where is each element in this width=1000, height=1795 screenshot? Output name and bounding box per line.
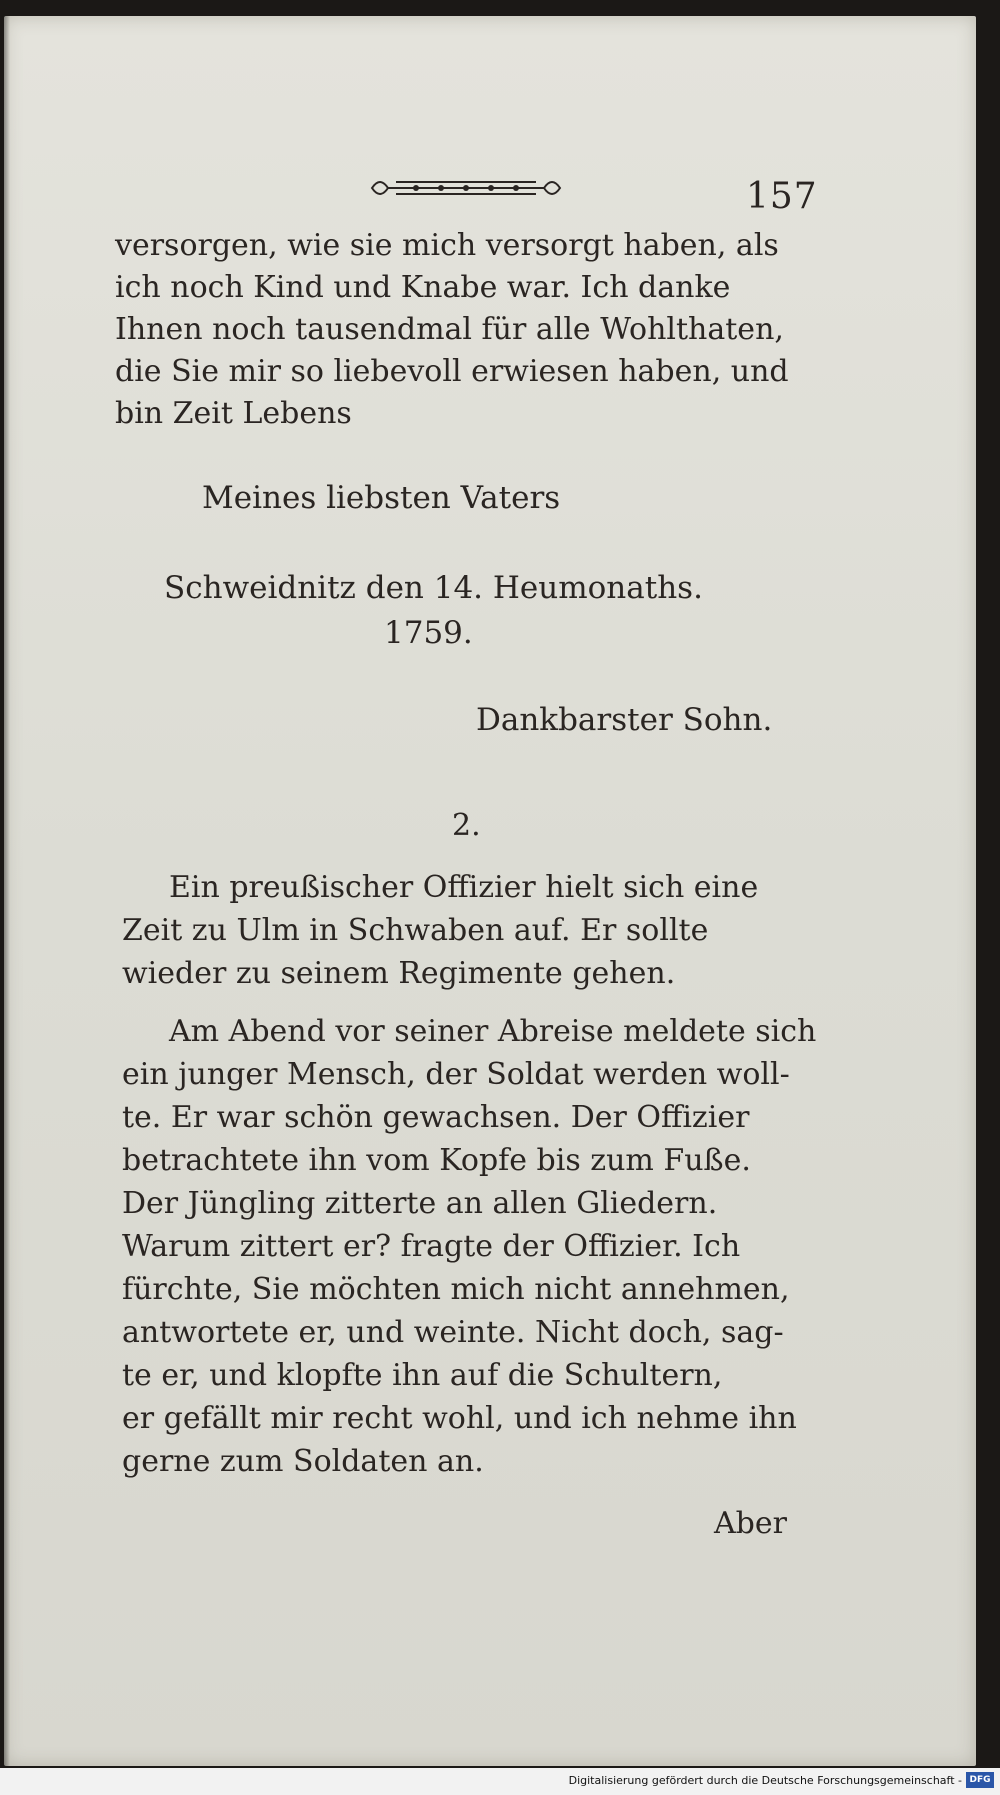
page-spine-shadow (4, 16, 10, 1766)
text-line: gerne zum Soldaten an. (122, 1444, 484, 1479)
text-line: er gefällt mir recht wohl, und ich nehme ihn (122, 1401, 797, 1436)
text-line: Am Abend vor seiner Abreise meldete sich (169, 1014, 817, 1049)
place-date: Schweidnitz den 14. Heumonaths. (164, 570, 703, 606)
catchword: Aber (714, 1506, 787, 1541)
text-line: antwortete er, und weinte. Nicht doch, sag- (122, 1315, 784, 1350)
text-line: versorgen, wie sie mich versorgt haben, als (115, 228, 779, 263)
text-line: wieder zu seinem Regimente gehen. (122, 956, 676, 991)
text-line: Der Jüngling zitterte an allen Gliedern. (122, 1186, 718, 1221)
text-line: te er, und klopfte ihn auf die Schultern, (122, 1358, 723, 1393)
text-line: die Sie mir so liebevoll erwiesen haben, und (115, 354, 789, 389)
book-page (4, 16, 976, 1766)
text-line: fürchte, Sie möchten mich nicht annehmen, (122, 1272, 790, 1307)
text-line: Warum zittert er? fragte der Offizier. Ich (122, 1229, 741, 1264)
text-line: betrachtete ihn vom Kopfe bis zum Fuße. (122, 1143, 751, 1178)
footer-credit: Digitalisierung gefördert durch die Deutsche Forschungsgemeinschaft - (568, 1774, 962, 1787)
page-number: 157 (746, 176, 818, 217)
dfg-logo-icon: DFG (966, 1772, 994, 1788)
text-line: te. Er war schön gewachsen. Der Offizier (122, 1100, 750, 1135)
year: 1759. (384, 615, 473, 651)
header-ornament-icon (366, 168, 566, 208)
signature: Dankbarster Sohn. (476, 702, 773, 738)
text-line: Ein preußischer Offizier hielt sich eine (169, 870, 759, 905)
section-number: 2. (452, 808, 481, 843)
text-line: ein junger Mensch, der Soldat werden woll- (122, 1057, 790, 1092)
salutation: Meines liebsten Vaters (202, 480, 561, 516)
text-line: Zeit zu Ulm in Schwaben auf. Er sollte (122, 913, 709, 948)
text-line: ich noch Kind und Knabe war. Ich danke (115, 270, 731, 305)
digitization-footer (0, 1768, 1000, 1795)
text-line: Ihnen noch tausendmal für alle Wohlthaten, (115, 312, 784, 347)
text-line: bin Zeit Lebens (115, 396, 352, 431)
